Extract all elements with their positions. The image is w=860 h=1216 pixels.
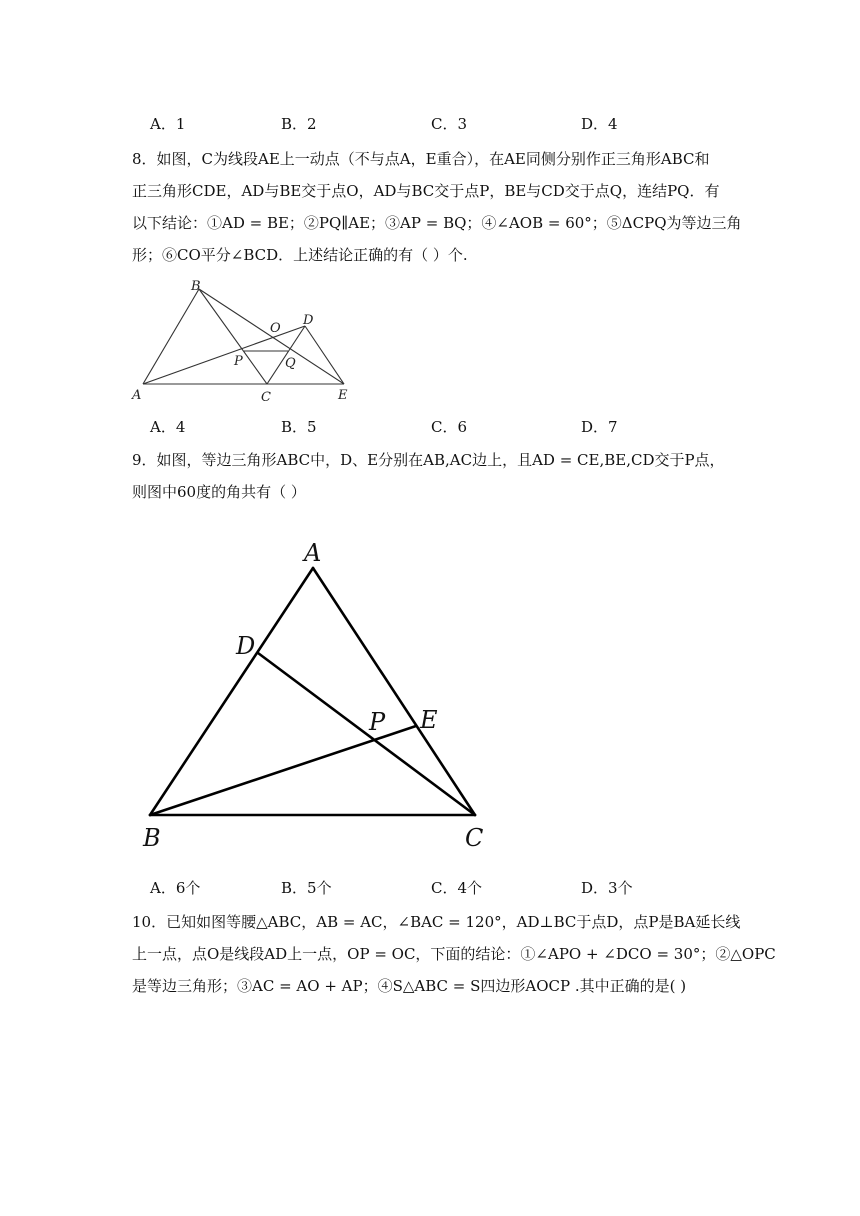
q8-option-b: B．5 (281, 418, 317, 436)
q8-label-a: A (132, 388, 142, 403)
q7-option-c: C．3 (431, 115, 468, 133)
q9-figure (130, 530, 510, 860)
q7-option-a: A．1 (150, 115, 186, 133)
q10-line-1: 10．已知如图等腰△ABC，AB = AC，∠BAC = 120°，AD⊥BC于点D，点P是BA延长线 (132, 913, 741, 931)
q8-options (0, 416, 860, 442)
q10-line-3: 是等边三角形；③AC = AO + AP；④S△ABC = S四边形AOCP .其中正确的是( ) (132, 977, 687, 995)
q8-label-b: B (191, 279, 201, 294)
q10-line-2: 上一点，点O是线段AD上一点，OP = OC，下面的结论：①∠APO + ∠DCO = 30°；②△OPC (132, 945, 776, 963)
q8-label-e: E (338, 388, 348, 403)
q7-option-b: B．2 (281, 115, 317, 133)
q8-line-2: 正三角形CDE，AD与BE交于点O，AD与BC交于点P，BE与CD交于点Q，连结PQ．有 (132, 182, 720, 200)
q9-label-b: B (143, 824, 161, 852)
q9-option-a: A．6个 (150, 879, 201, 897)
q8-geometry-diagram (128, 276, 368, 404)
q10-question-text (132, 906, 776, 1002)
q7-options (0, 113, 860, 139)
q8-label-d: D (303, 313, 314, 328)
q9-option-d: D．3个 (581, 879, 633, 897)
q9-label-a: A (304, 539, 322, 567)
q9-options (0, 877, 860, 903)
q8-option-d: D．7 (581, 418, 618, 436)
q8-label-o: O (270, 321, 281, 336)
q8-label-q: Q (285, 356, 296, 371)
q9-label-e: E (420, 706, 438, 734)
q9-line-1: 9．如图，等边三角形ABC中，D、E分别在AB,AC边上，且AD = CE,BE,CD交于P点， (132, 451, 725, 469)
q9-question-text (132, 444, 732, 508)
q8-label-c: C (261, 390, 271, 404)
q7-option-d: D．4 (581, 115, 618, 133)
q8-line-4: 形；⑥CO平分∠BCD．上述结论正确的有（ ）个. (132, 246, 468, 264)
q9-option-b: B．5个 (281, 879, 332, 897)
q9-geometry-diagram (130, 530, 510, 860)
q9-label-p: P (369, 708, 386, 736)
q8-line-1: 8．如图，C为线段AE上一动点（不与点A，E重合），在AE同侧分别作正三角形ABC和 (132, 150, 710, 168)
q8-question-text (132, 143, 742, 271)
q8-figure (128, 276, 368, 404)
q8-label-p: P (234, 354, 243, 369)
q8-option-a: A．4 (150, 418, 186, 436)
q9-label-c: C (465, 824, 484, 852)
q8-line-3: 以下结论：①AD = BE；②PQ∥AE；③AP = BQ；④∠AOB = 60°；⑤ΔCPQ为等边三角 (132, 214, 742, 232)
q9-line-2: 则图中60度的角共有（ ） (132, 483, 306, 501)
q9-option-c: C．4个 (431, 879, 483, 897)
q8-option-c: C．6 (431, 418, 468, 436)
q9-label-d: D (236, 632, 256, 660)
